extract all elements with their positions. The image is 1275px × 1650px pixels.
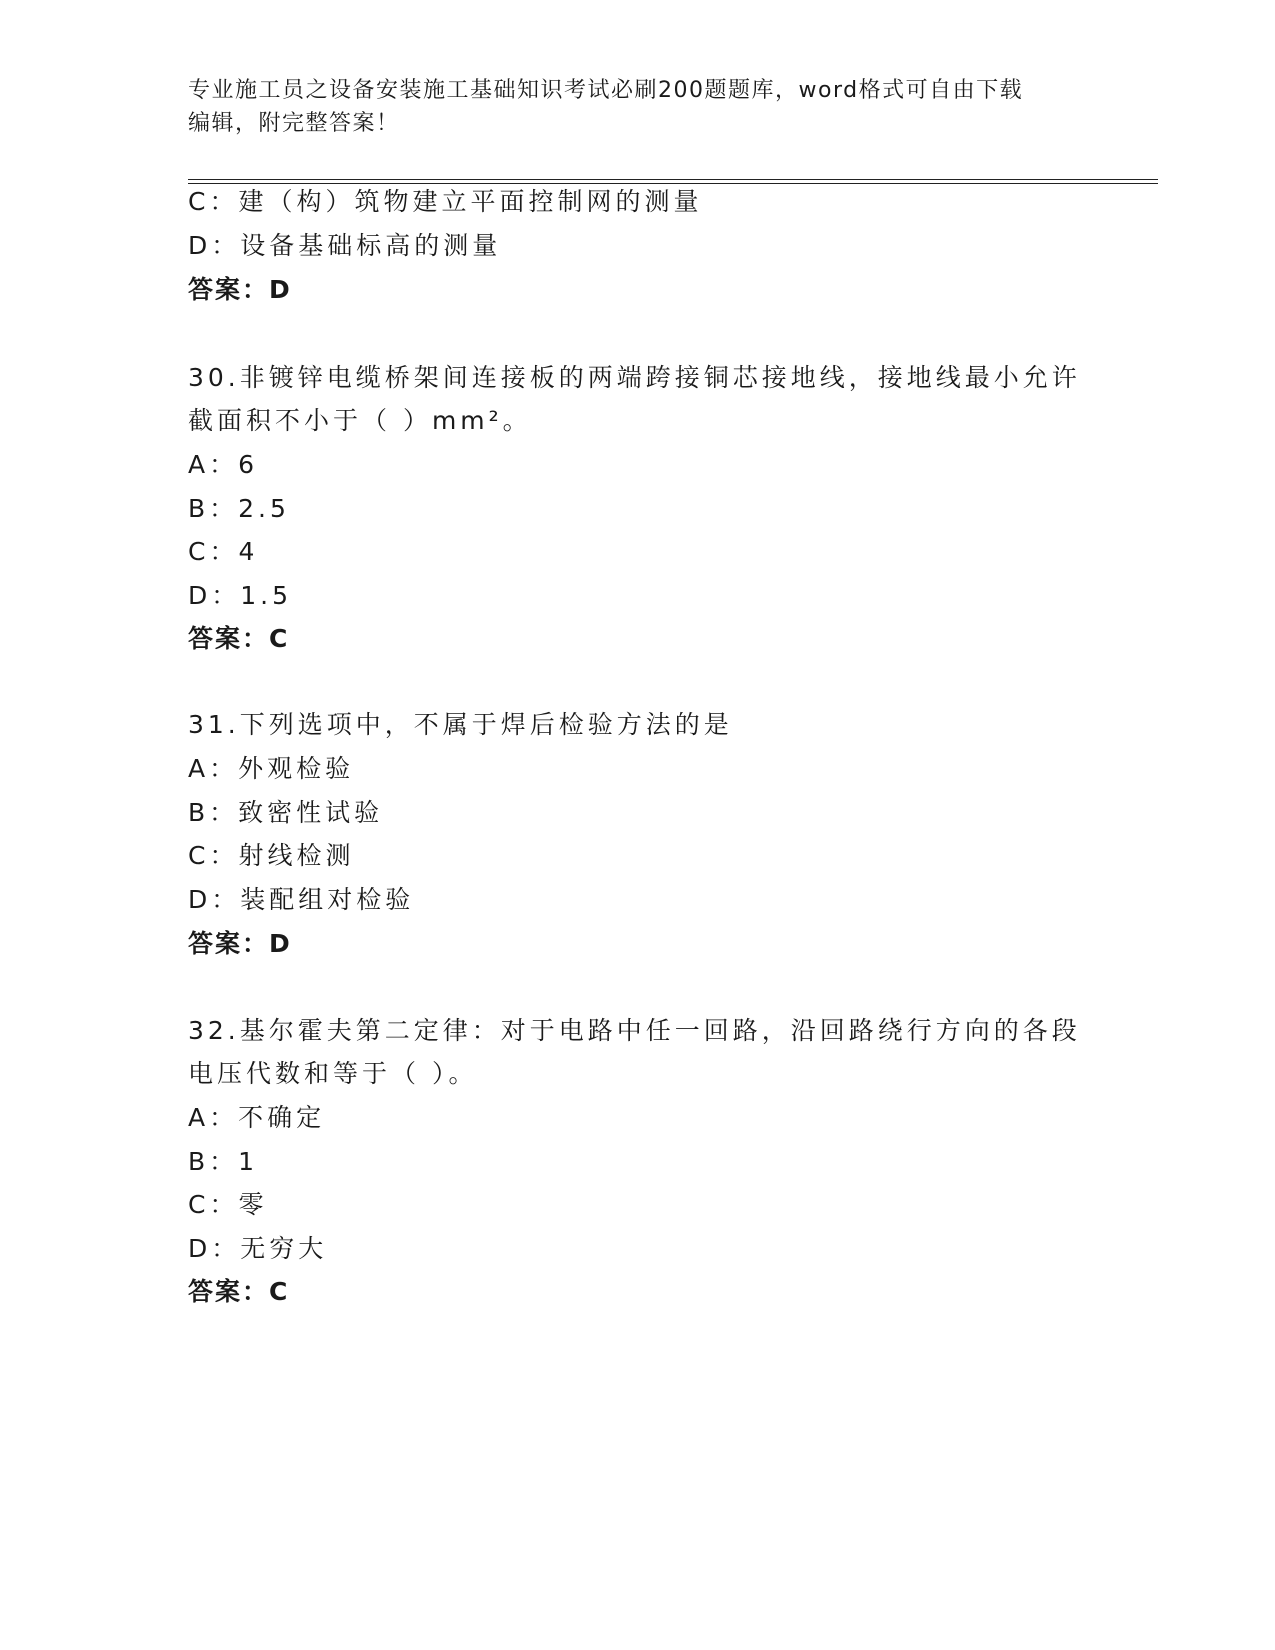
q32-stem-line-1: 32.基尔霍夫第二定律：对于电路中任一回路，沿回路绕行方向的各段 xyxy=(188,1016,1081,1045)
q30-stem-line-2: 截面积不小于（ ）mm²。 xyxy=(188,406,532,435)
q30-answer: 答案：C xyxy=(188,624,290,653)
header-divider-top xyxy=(188,179,1158,180)
q32-stem-line-2: 电压代数和等于（ ）。 xyxy=(188,1059,478,1088)
q31-stem: 31.下列选项中，不属于焊后检验方法的是 xyxy=(188,710,733,739)
header-line-1: 专业施工员之设备安装施工基础知识考试必刷200题题库，word格式可自由下载 xyxy=(188,78,1024,103)
q32-option-c: C：零 xyxy=(188,1190,268,1219)
q31-answer: 答案：D xyxy=(188,929,292,958)
document-header xyxy=(188,74,1068,140)
q30-stem-line-1: 30.非镀锌电缆桥架间连接板的两端跨接铜芯接地线，接地线最小允许 xyxy=(188,363,1081,392)
q32-option-b: B：1 xyxy=(188,1147,259,1176)
q29-option-c: C：建（构）筑物建立平面控制网的测量 xyxy=(188,187,703,216)
q30-option-a: A：6 xyxy=(188,450,259,479)
q31-option-a: A：外观检验 xyxy=(188,754,355,783)
q32-answer: 答案：C xyxy=(188,1277,290,1306)
header-line-2: 编辑，附完整答案！ xyxy=(188,111,400,136)
q29-option-d: D：设备基础标高的测量 xyxy=(188,231,502,260)
q32-option-d: D：无穷大 xyxy=(188,1234,328,1263)
q30-option-d: D：1.5 xyxy=(188,581,293,610)
q32-option-a: A：不确定 xyxy=(188,1103,326,1132)
q31-option-d: D：装配组对检验 xyxy=(188,885,415,914)
header-divider-bottom xyxy=(188,183,1158,184)
q30-option-b: B：2.5 xyxy=(188,494,290,523)
q31-option-c: C：射线检测 xyxy=(188,841,355,870)
q29-answer: 答案：D xyxy=(188,275,292,304)
q31-option-b: B：致密性试验 xyxy=(188,798,384,827)
q30-option-c: C：4 xyxy=(188,537,259,566)
